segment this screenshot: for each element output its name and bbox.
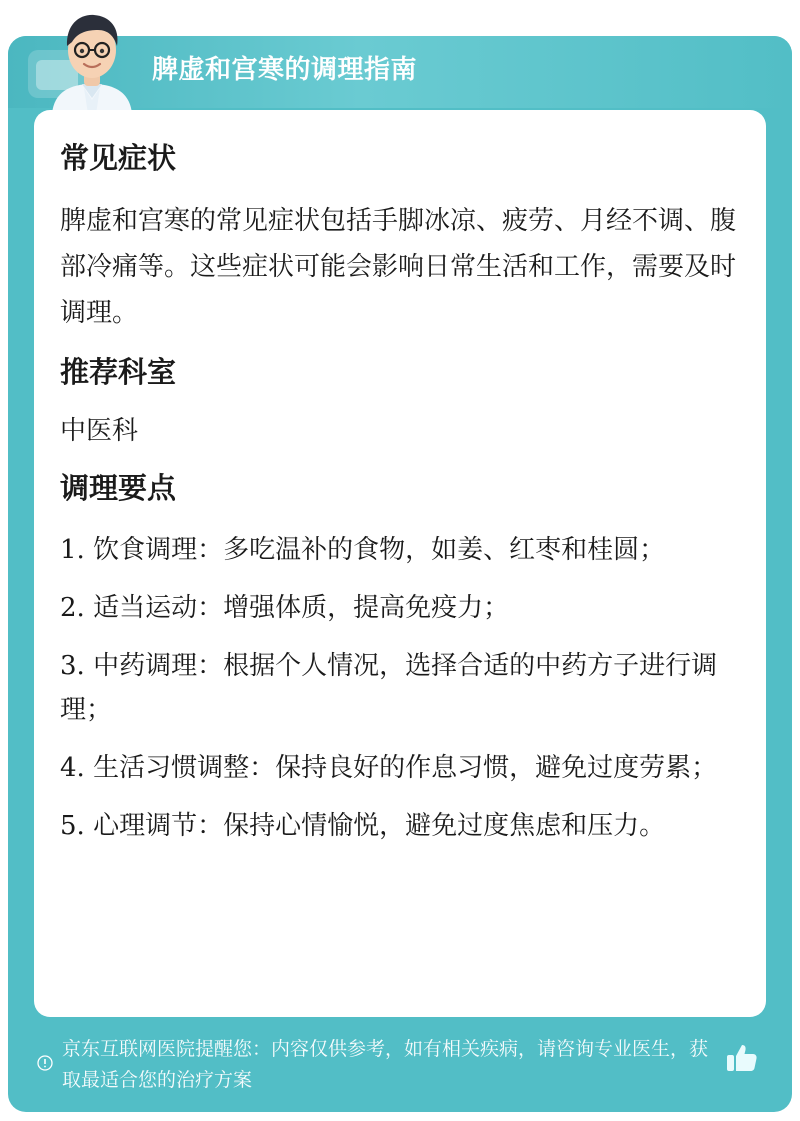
symptoms-text: 脾虚和宫寒的常见症状包括手脚冰凉、疲劳、月经不调、腹部冷痛等。这些症状可能会影响日常生活和工作，需要及时调理。: [60, 206, 737, 328]
content-card: [34, 110, 766, 1017]
department-text: 中医科: [60, 416, 139, 446]
section-heading-tips: 调理要点: [60, 471, 177, 505]
list-item: [60, 804, 740, 848]
list-item-number: 2.: [60, 593, 85, 623]
list-item-text: 适当运动：增强体质，提高免疫力；: [93, 593, 510, 623]
section-heading-department: 推荐科室: [60, 355, 177, 389]
list-item: [60, 746, 740, 790]
list-item-text: 中药调理：根据个人情况，选择合适的中药方子进行调理；: [60, 651, 718, 725]
list-item-number: 5.: [60, 811, 85, 841]
list-item: [60, 528, 740, 572]
list-item-text: 心理调节：保持心情愉悦，避免过度焦虑和压力。: [93, 811, 666, 841]
doctor-avatar-icon: [44, 6, 140, 114]
list-item-text: 生活习惯调整：保持良好的作息习惯，避免过度劳累；: [93, 753, 718, 783]
list-item: [60, 586, 740, 630]
thumbs-up-icon[interactable]: [724, 1040, 760, 1076]
list-item-number: 3.: [60, 651, 85, 681]
list-item-number: 1.: [60, 535, 85, 565]
list-item-number: 4.: [60, 753, 85, 783]
page-title: 脾虚和宫寒的调理指南: [152, 55, 418, 85]
disclaimer-text: 京东互联网医院提醒您：内容仅供参考，如有相关疾病，请咨询专业医生，获取最适合您的治疗方案: [62, 1038, 709, 1091]
section-heading-symptoms: 常见症状: [60, 141, 177, 175]
list-item: [60, 644, 740, 732]
list-item-text: 饮食调理：多吃温补的食物，如姜、红枣和桂圆；: [93, 535, 666, 565]
info-icon: [37, 1055, 53, 1071]
